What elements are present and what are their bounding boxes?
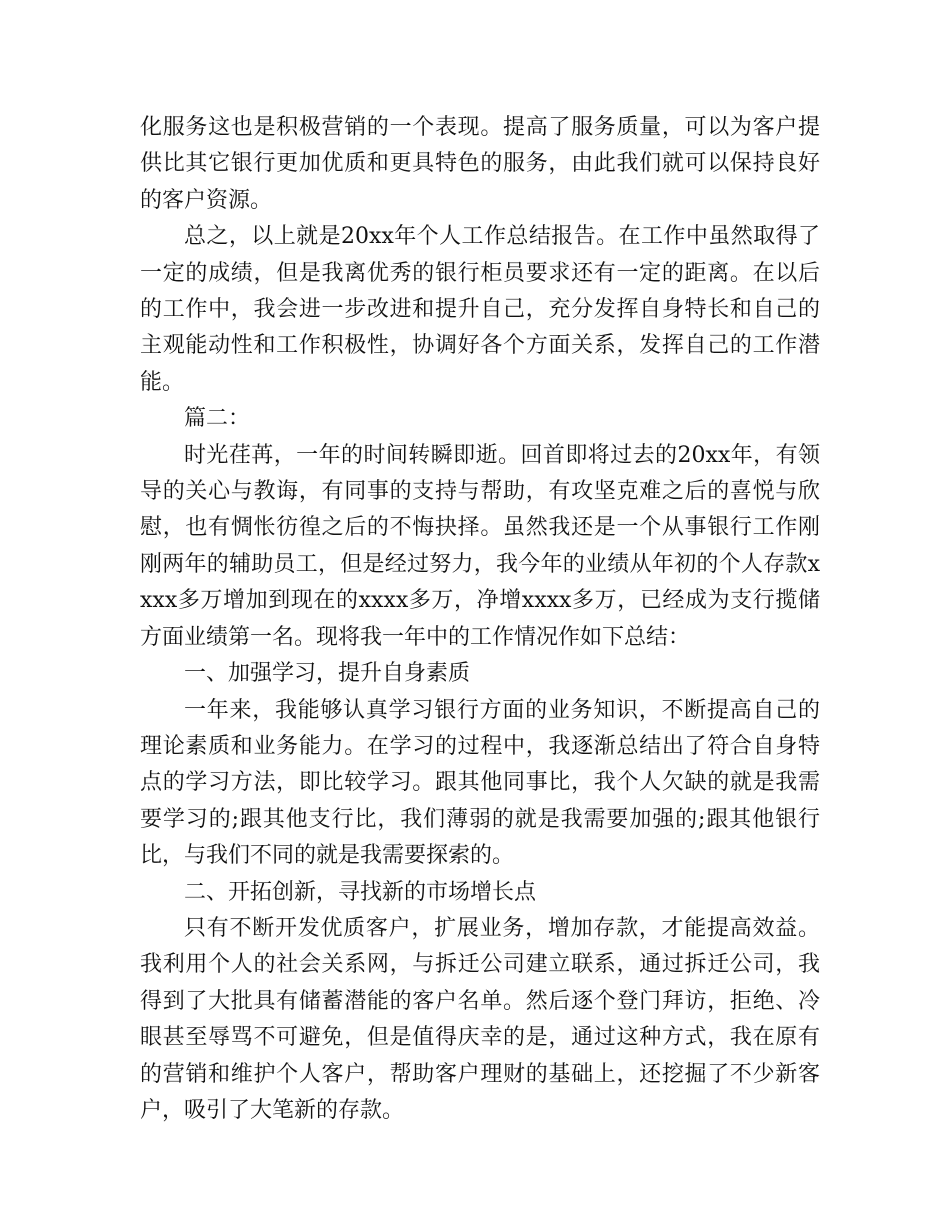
paragraph-introduction: 时光荏苒，一年的时间转瞬即逝。回首即将过去的20xx年，有领导的关心与教诲，有同事的支持与帮助，有攻坚克难之后的喜悦与欣慰，也有惆怅彷徨之后的不悔抉择。虽然我还是一个从事银行工作刚刚两年的辅助员工，但是经过努力，我今年的业绩从年初的个人存款xxxx多万增加到现在的xxxx多万，净增xxxx多万，已经成为支行揽储方面业绩第一名。现将我一年中的工作情况作如下总结： [140,442,820,650]
section-heading-innovation: 二、开拓创新，寻找新的市场增长点 [184,879,537,905]
section-heading-study: 一、加强学习，提升自身素质 [184,661,471,687]
paragraph-study: 一年来，我能够认真学习银行方面的业务知识，不断提高自己的理论素质和业务能力。在学习的过程中，我逐渐总结出了符合自身特点的学习方法，即比较学习。跟其他同事比，我个人欠缺的就是我需要学习的;跟其他支行比，我们薄弱的就是我需要加强的;跟其他银行比，与我们不同的就是我需要探索的。 [140,697,820,869]
paragraph-conclusion: 总之，以上就是20xx年个人工作总结报告。在工作中虽然取得了一定的成绩，但是我离优秀的银行柜员要求还有一定的距离。在以后的工作中，我会进一步改进和提升自己，充分发挥自身特长和自己的主观能动性和工作积极性，协调好各个方面关系，发挥自己的工作潜能。 [140,224,820,395]
document-body [140,110,820,1129]
paragraph-innovation: 只有不断开发优质客户，扩展业务，增加存款，才能提高效益。我利用个人的社会关系网，与拆迁公司建立联系，通过拆迁公司，我得到了大批具有储蓄潜能的客户名单。然后逐个登门拜访，拒绝、冷眼甚至辱骂不可避免，但是值得庆幸的是，通过这种方式，我在原有的营销和维护个人客户，帮助客户理财的基础上，还挖掘了不少新客户，吸引了大笔新的存款。 [140,915,820,1123]
section-heading-part-two: 篇二： [184,406,251,432]
paragraph-continuation: 化服务这也是积极营销的一个表现。提高了服务质量，可以为客户提供比其它银行更加优质和更具特色的服务，由此我们就可以保持良好的客户资源。 [140,115,820,213]
